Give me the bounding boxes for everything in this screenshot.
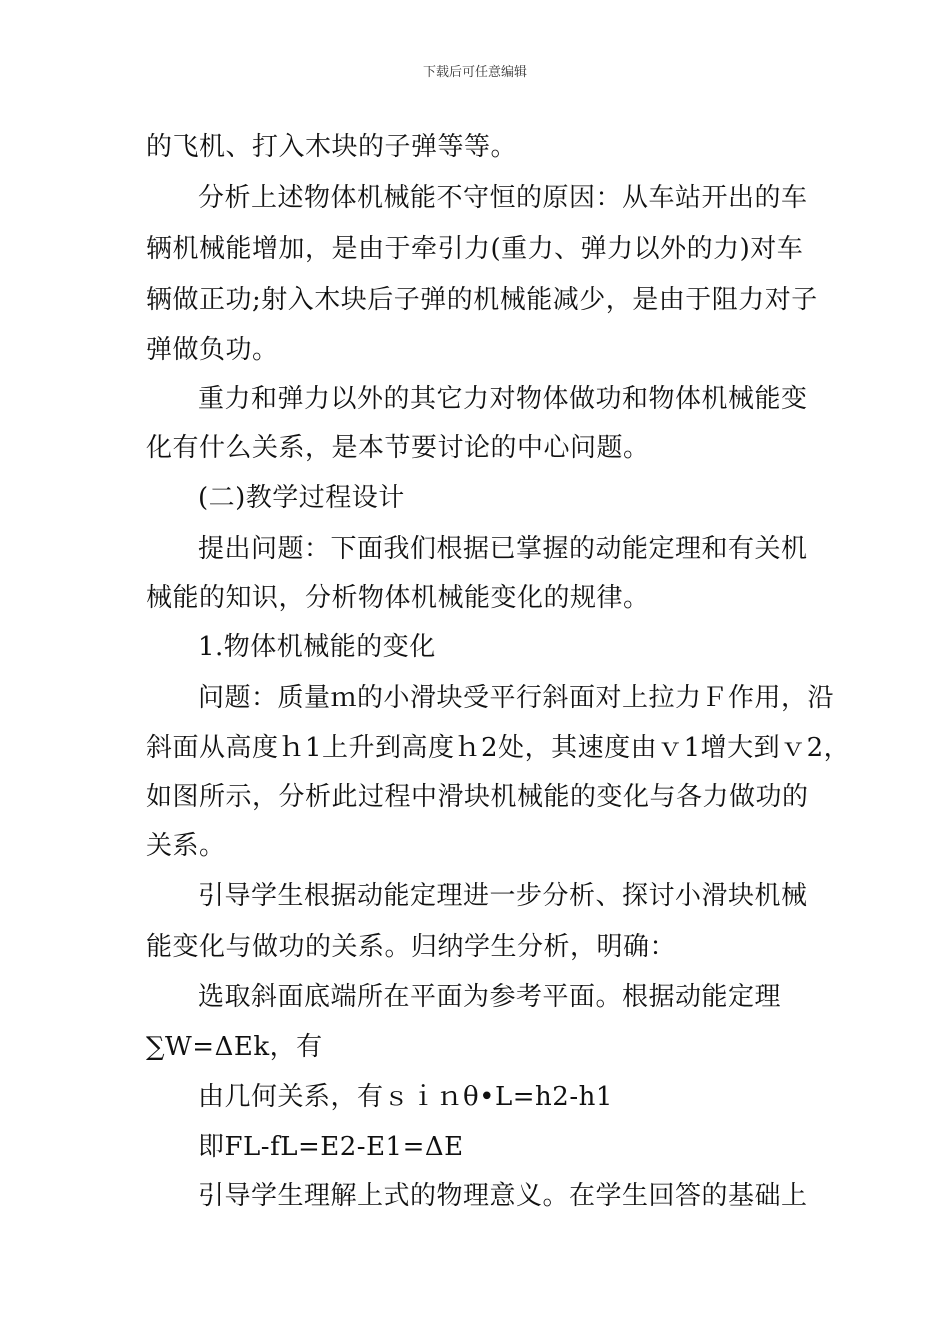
paragraph-line: 的飞机、打入木块的子弹等等。 <box>146 132 518 162</box>
formula-line: ∑W=ΔEk，有 <box>146 1032 323 1062</box>
paragraph-line: 斜面从高度ｈ1上升到高度ｈ2处，其速度由ｖ1增大到ｖ2， <box>146 733 851 763</box>
paragraph-line: 辆机械能增加，是由于牵引力(重力、弹力以外的力)对车 <box>146 234 804 264</box>
formula-line: 即FL-fL=E2-E1=ΔE <box>198 1132 464 1162</box>
paragraph-line: 引导学生根据动能定理进一步分析、探讨小滑块机械 <box>198 881 808 911</box>
paragraph-line: 分析上述物体机械能不守恒的原因：从车站开出的车 <box>198 183 808 213</box>
paragraph-line: 弹做负功。 <box>146 335 279 365</box>
paragraph-line: 引导学生理解上式的物理意义。在学生回答的基础上 <box>198 1181 808 1211</box>
paragraph-line: 能变化与做功的关系。归纳学生分析，明确： <box>146 932 677 962</box>
paragraph-line: 辆做正功;射入木块后子弹的机械能减少，是由于阻力对子 <box>146 285 818 315</box>
paragraph-line: 问题：质量ｍ的小滑块受平行斜面对上拉力Ｆ作用，沿 <box>198 683 835 713</box>
section-heading: (二)教学过程设计 <box>198 483 405 513</box>
subsection-heading: 1.物体机械能的变化 <box>198 632 436 662</box>
paragraph-line: 关系。 <box>146 831 226 861</box>
paragraph-line: 如图所示，分析此过程中滑块机械能的变化与各力做功的 <box>146 782 809 812</box>
paragraph-line: 化有什么关系，是本节要讨论的中心问题。 <box>146 433 650 463</box>
paragraph-line: 械能的知识，分析物体机械能变化的规律。 <box>146 583 650 613</box>
paragraph-line: 重力和弹力以外的其它力对物体做功和物体机械能变 <box>198 384 808 414</box>
page-header: 下载后可任意编辑 <box>422 65 527 80</box>
formula-line: 由几何关系，有ｓｉｎθ•L=h2-h1 <box>198 1082 613 1112</box>
paragraph-line: 提出问题：下面我们根据已掌握的动能定理和有关机 <box>198 534 808 564</box>
paragraph-line: 选取斜面底端所在平面为参考平面。根据动能定理 <box>198 982 782 1012</box>
